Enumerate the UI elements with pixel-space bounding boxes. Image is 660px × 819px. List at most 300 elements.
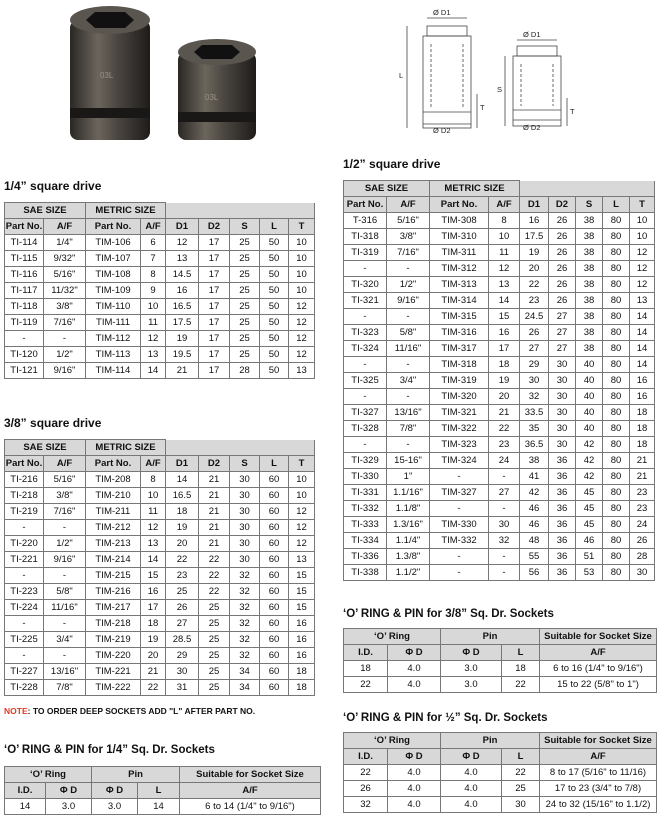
table-cell: 22: [489, 421, 520, 437]
table-cell: TIM-218: [86, 616, 141, 632]
table-cell: 1": [387, 469, 430, 485]
dimension-drawings: [385, 4, 605, 134]
table-cell: 36: [549, 453, 576, 469]
threeeighths-drive-table: [4, 439, 315, 696]
table-cell: TI-120: [5, 347, 44, 363]
group-header-oring: ‘O’ Ring: [344, 629, 441, 645]
table-cell: 60: [260, 664, 289, 680]
table-cell: 30: [230, 472, 260, 488]
table-cell: 12: [141, 331, 166, 347]
table-cell: 8 to 17 (5/16" to 11/16): [540, 765, 657, 781]
table-cell: 22: [141, 680, 166, 696]
table-cell: 42: [576, 437, 603, 453]
column-header: Φ D: [388, 645, 441, 661]
table-cell: TI-328: [344, 421, 387, 437]
table-cell: 60: [260, 536, 289, 552]
table-cell: 32: [230, 600, 260, 616]
table-cell: 80: [603, 549, 630, 565]
svg-text:03L: 03L: [100, 71, 114, 80]
oring-quarter-title: ‘O’ RING & PIN for 1/4” Sq. Dr. Sockets: [4, 744, 215, 756]
column-header: Φ D: [441, 749, 502, 765]
table-cell: TI-324: [344, 341, 387, 357]
table-row: [344, 229, 655, 245]
table-cell: 80: [603, 421, 630, 437]
table-cell: 21: [630, 469, 655, 485]
quarter-drive-title: 1/4” square drive: [4, 179, 102, 193]
table-cell: 25: [230, 267, 260, 283]
table-cell: 25: [230, 315, 260, 331]
table-cell: 80: [603, 453, 630, 469]
table-cell: TI-318: [344, 229, 387, 245]
table-cell: 16: [289, 616, 315, 632]
table-cell: 50: [260, 251, 289, 267]
table-row: [5, 600, 315, 616]
table-cell: 18: [630, 405, 655, 421]
group-header-pin: Pin: [441, 629, 540, 645]
d1-label: Ø D1: [433, 8, 451, 17]
table-cell: TIM-312: [430, 261, 489, 277]
table-cell: -: [344, 357, 387, 373]
table-cell: 12: [289, 315, 315, 331]
table-cell: 27: [549, 325, 576, 341]
table-cell: 32: [230, 568, 260, 584]
table-row: [344, 357, 655, 373]
table-cell: -: [489, 501, 520, 517]
column-header: S: [230, 456, 260, 472]
table-cell: TI-336: [344, 549, 387, 565]
table-cell: 14: [166, 472, 199, 488]
table-cell: TI-121: [5, 363, 44, 379]
table-cell: 27: [520, 341, 549, 357]
table-cell: 80: [603, 565, 630, 581]
table-cell: 32: [489, 533, 520, 549]
table-cell: 17: [199, 299, 230, 315]
table-cell: 21: [199, 504, 230, 520]
table-cell: 30: [502, 797, 540, 813]
table-cell: 15 to 22 (5/8" to 1"): [540, 677, 657, 693]
table-row: [344, 453, 655, 469]
table-row: [344, 677, 657, 693]
table-cell: 21: [489, 405, 520, 421]
table-cell: -: [44, 568, 86, 584]
table-cell: TI-228: [5, 680, 44, 696]
table-cell: 17: [199, 283, 230, 299]
table-row: [344, 781, 657, 797]
table-cell: 40: [576, 373, 603, 389]
table-header-row: [344, 645, 657, 661]
table-cell: 9/16": [44, 552, 86, 568]
table-cell: 5/8": [387, 325, 430, 341]
table-cell: TIM-314: [430, 293, 489, 309]
column-header: A/F: [141, 456, 166, 472]
table-cell: 22: [199, 552, 230, 568]
table-cell: TI-117: [5, 283, 44, 299]
table-cell: 4.0: [441, 797, 502, 813]
table-cell: 6: [141, 235, 166, 251]
table-cell: 35: [520, 421, 549, 437]
table-cell: 17: [199, 315, 230, 331]
table-cell: TI-325: [344, 373, 387, 389]
table-cell: 16: [630, 389, 655, 405]
table-cell: 36: [549, 485, 576, 501]
table-row: [5, 616, 315, 632]
table-cell: 32: [520, 389, 549, 405]
table-group-header-row: [5, 440, 315, 456]
column-header: Part No.: [344, 197, 387, 213]
table-cell: 25: [166, 584, 199, 600]
table-cell: TI-331: [344, 485, 387, 501]
group-header-sae: SAE SIZE: [5, 203, 86, 219]
deep-socket-image: [70, 6, 150, 140]
group-header-pin: Pin: [441, 733, 540, 749]
table-cell: 7/8": [44, 680, 86, 696]
table-cell: 14: [630, 309, 655, 325]
table-cell: 24 to 32 (15/16" to 1.1/2): [540, 797, 657, 813]
deep-socket-note: [4, 706, 255, 716]
table-cell: 80: [603, 229, 630, 245]
table-cell: TI-334: [344, 533, 387, 549]
table-cell: 46: [520, 501, 549, 517]
table-row: [5, 472, 315, 488]
table-cell: 30: [630, 565, 655, 581]
table-group-header-row: [5, 767, 321, 783]
table-cell: -: [489, 469, 520, 485]
table-cell: 32: [344, 797, 388, 813]
table-cell: TI-333: [344, 517, 387, 533]
table-cell: 4.0: [441, 765, 502, 781]
table-cell: 50: [260, 331, 289, 347]
table-cell: 60: [260, 616, 289, 632]
table-cell: TI-115: [5, 251, 44, 267]
table-row: [344, 405, 655, 421]
table-cell: 9/32": [44, 251, 86, 267]
table-cell: 4.0: [388, 797, 441, 813]
table-cell: -: [387, 309, 430, 325]
table-cell: 32: [230, 632, 260, 648]
table-cell: 20: [166, 536, 199, 552]
table-cell: 24: [630, 517, 655, 533]
table-cell: 17: [199, 347, 230, 363]
table-row: [5, 504, 315, 520]
table-cell: 19.5: [166, 347, 199, 363]
table-cell: 19: [141, 632, 166, 648]
table-cell: 7/16": [44, 504, 86, 520]
d2-label: Ø D2: [433, 126, 451, 134]
table-cell: 55: [520, 549, 549, 565]
table-cell: 1.3/16": [387, 517, 430, 533]
table-cell: 50: [260, 283, 289, 299]
table-cell: 22: [502, 677, 540, 693]
table-cell: 12: [166, 235, 199, 251]
table-cell: 60: [260, 568, 289, 584]
table-cell: 18: [630, 421, 655, 437]
table-cell: TI-118: [5, 299, 44, 315]
table-cell: TIM-324: [430, 453, 489, 469]
table-cell: TI-220: [5, 536, 44, 552]
table-cell: 21: [199, 472, 230, 488]
socket-photo: [50, 0, 280, 150]
table-cell: 25: [199, 600, 230, 616]
table-cell: 1.1/2": [387, 565, 430, 581]
table-cell: 36: [549, 533, 576, 549]
column-header: D1: [520, 197, 549, 213]
table-cell: 5/16": [44, 472, 86, 488]
table-cell: TI-225: [5, 632, 44, 648]
column-header: D2: [199, 219, 230, 235]
quarter-drive-table: [4, 202, 315, 379]
group-header-suitable: Suitable for Socket Size: [540, 629, 657, 645]
table-row: [5, 283, 315, 299]
column-header: A/F: [44, 456, 86, 472]
table-cell: 14: [141, 363, 166, 379]
column-header: Part No.: [86, 219, 141, 235]
table-cell: 14: [630, 341, 655, 357]
table-cell: 7: [141, 251, 166, 267]
table-cell: 12: [630, 277, 655, 293]
table-row: [344, 469, 655, 485]
table-cell: TIM-112: [86, 331, 141, 347]
table-cell: 36: [549, 565, 576, 581]
half-drive-title: 1/2” square drive: [343, 157, 441, 171]
table-cell: 1/2": [44, 347, 86, 363]
t-label: T: [480, 103, 485, 112]
table-cell: 27: [549, 341, 576, 357]
table-cell: 15: [289, 568, 315, 584]
table-row: [344, 277, 655, 293]
table-cell: -: [344, 261, 387, 277]
table-row: [344, 549, 655, 565]
table-cell: TIM-322: [430, 421, 489, 437]
table-cell: 8: [489, 213, 520, 229]
d1-label-short: Ø D1: [523, 30, 541, 39]
table-row: [344, 373, 655, 389]
column-header: Φ D: [388, 749, 441, 765]
table-cell: 50: [260, 363, 289, 379]
table-cell: 32: [230, 648, 260, 664]
table-cell: 38: [576, 293, 603, 309]
table-cell: 11/32": [44, 283, 86, 299]
table-cell: 18: [630, 437, 655, 453]
group-header-blank: [166, 203, 315, 219]
table-cell: 30: [549, 373, 576, 389]
table-cell: 23: [630, 485, 655, 501]
table-cell: 9/16": [44, 363, 86, 379]
table-cell: -: [387, 389, 430, 405]
column-header: L: [502, 749, 540, 765]
table-cell: 14: [489, 293, 520, 309]
table-cell: TIM-320: [430, 389, 489, 405]
column-header: D1: [166, 456, 199, 472]
table-cell: 40: [576, 421, 603, 437]
group-header-oring: ‘O’ Ring: [344, 733, 441, 749]
table-cell: 10: [289, 235, 315, 251]
column-header: L: [260, 456, 289, 472]
table-cell: 28: [630, 549, 655, 565]
table-row: [5, 584, 315, 600]
group-header-suitable: Suitable for Socket Size: [540, 733, 657, 749]
table-cell: 9: [141, 283, 166, 299]
table-cell: TIM-222: [86, 680, 141, 696]
table-cell: 12: [141, 520, 166, 536]
table-cell: TIM-208: [86, 472, 141, 488]
table-cell: 60: [260, 488, 289, 504]
table-cell: TIM-221: [86, 664, 141, 680]
table-row: [344, 261, 655, 277]
table-cell: 10: [289, 472, 315, 488]
table-cell: 23: [166, 568, 199, 584]
table-cell: 4.0: [388, 781, 441, 797]
table-cell: 1/4": [44, 235, 86, 251]
table-cell: 25: [199, 680, 230, 696]
table-cell: TI-332: [344, 501, 387, 517]
table-cell: 17: [199, 235, 230, 251]
table-row: [344, 517, 655, 533]
column-header: Φ D: [92, 783, 138, 799]
table-cell: 80: [603, 517, 630, 533]
table-cell: 8: [141, 472, 166, 488]
table-cell: 4.0: [388, 661, 441, 677]
table-cell: TI-224: [5, 600, 44, 616]
table-cell: -: [5, 616, 44, 632]
table-cell: 5/8": [44, 584, 86, 600]
table-cell: TIM-217: [86, 600, 141, 616]
table-cell: 19: [520, 245, 549, 261]
table-cell: 42: [576, 469, 603, 485]
table-cell: 12: [289, 504, 315, 520]
table-cell: 8: [141, 267, 166, 283]
table-cell: 6 to 14 (1/4" to 9/16"): [180, 799, 321, 815]
table-cell: 16.5: [166, 299, 199, 315]
table-header-row: [344, 749, 657, 765]
table-row: [5, 299, 315, 315]
table-cell: 5/16": [387, 213, 430, 229]
table-cell: 48: [520, 533, 549, 549]
table-cell: 12: [489, 261, 520, 277]
table-cell: TIM-113: [86, 347, 141, 363]
table-cell: 6 to 16 (1/4" to 9/16"): [540, 661, 657, 677]
table-cell: TI-219: [5, 504, 44, 520]
table-cell: TIM-211: [86, 504, 141, 520]
table-row: [344, 341, 655, 357]
column-header: Part No.: [5, 219, 44, 235]
table-cell: 46: [520, 517, 549, 533]
table-cell: 28: [230, 363, 260, 379]
table-cell: 16.5: [166, 488, 199, 504]
table-cell: TIM-330: [430, 517, 489, 533]
table-cell: 56: [520, 565, 549, 581]
table-cell: 30: [489, 517, 520, 533]
table-cell: TIM-219: [86, 632, 141, 648]
table-cell: 29: [520, 357, 549, 373]
table-cell: 13: [166, 251, 199, 267]
table-cell: 24.5: [520, 309, 549, 325]
oring-threeeighths-table: [343, 628, 657, 693]
table-cell: -: [489, 565, 520, 581]
table-cell: TIM-332: [430, 533, 489, 549]
table-cell: 21: [166, 363, 199, 379]
column-header: Part No.: [86, 456, 141, 472]
l-label: L: [399, 71, 404, 80]
table-cell: 13: [141, 347, 166, 363]
table-cell: 30: [166, 664, 199, 680]
table-cell: 50: [260, 299, 289, 315]
column-header: Φ D: [46, 783, 92, 799]
table-cell: 25: [230, 283, 260, 299]
table-cell: 27: [549, 309, 576, 325]
table-cell: 16: [630, 373, 655, 389]
table-cell: 38: [576, 277, 603, 293]
table-cell: 36: [549, 469, 576, 485]
column-header: A/F: [540, 645, 657, 661]
table-cell: 16: [520, 213, 549, 229]
column-header: Φ D: [441, 645, 502, 661]
table-cell: 3.0: [46, 799, 92, 815]
table-cell: 7/16": [387, 245, 430, 261]
table-cell: TIM-319: [430, 373, 489, 389]
table-cell: 12: [289, 331, 315, 347]
table-cell: 42: [576, 453, 603, 469]
table-cell: 13: [289, 552, 315, 568]
column-header: A/F: [387, 197, 430, 213]
table-cell: 7/8": [387, 421, 430, 437]
table-row: [344, 485, 655, 501]
table-cell: 32: [230, 616, 260, 632]
table-cell: TIM-110: [86, 299, 141, 315]
table-cell: -: [344, 437, 387, 453]
table-cell: 15: [141, 568, 166, 584]
group-header-oring: ‘O’ Ring: [5, 767, 92, 783]
table-cell: 29: [166, 648, 199, 664]
table-cell: 13: [289, 363, 315, 379]
table-cell: 30: [549, 405, 576, 421]
table-row: [344, 213, 655, 229]
table-cell: 7/16": [44, 315, 86, 331]
table-cell: -: [44, 520, 86, 536]
table-cell: 30: [230, 536, 260, 552]
table-cell: 36: [549, 517, 576, 533]
table-header-row: [344, 197, 655, 213]
table-group-header-row: [344, 733, 657, 749]
table-row: [5, 568, 315, 584]
table-cell: 10: [489, 229, 520, 245]
table-cell: 60: [260, 632, 289, 648]
table-row: [5, 632, 315, 648]
table-cell: 18: [502, 661, 540, 677]
table-cell: 13: [630, 293, 655, 309]
table-row: [5, 648, 315, 664]
table-cell: 10: [289, 283, 315, 299]
table-cell: 80: [603, 213, 630, 229]
table-row: [5, 536, 315, 552]
table-cell: 26: [520, 325, 549, 341]
table-cell: 3/8": [44, 299, 86, 315]
table-cell: 50: [260, 347, 289, 363]
table-cell: 21: [141, 664, 166, 680]
table-cell: 28.5: [166, 632, 199, 648]
table-row: [344, 501, 655, 517]
table-cell: 20: [141, 648, 166, 664]
table-row: [5, 347, 315, 363]
table-cell: -: [387, 357, 430, 373]
table-cell: 23: [489, 437, 520, 453]
table-cell: 14: [630, 357, 655, 373]
table-row: [344, 437, 655, 453]
table-cell: 30: [520, 373, 549, 389]
table-cell: 60: [260, 584, 289, 600]
table-cell: 17: [141, 600, 166, 616]
table-row: [5, 680, 315, 696]
column-header: L: [138, 783, 180, 799]
